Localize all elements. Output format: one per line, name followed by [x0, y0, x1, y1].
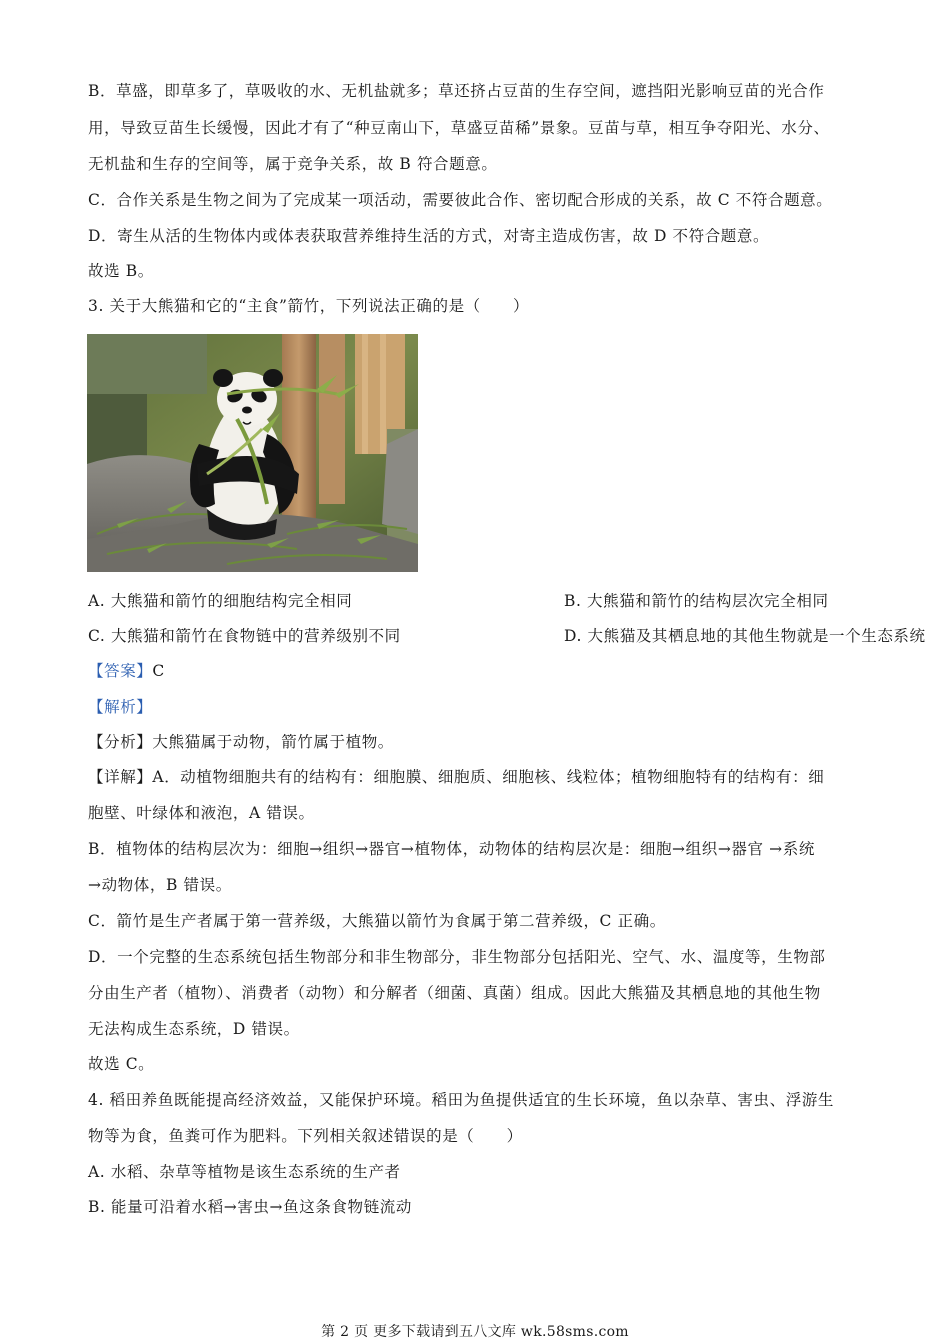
page-footer: 第 2 页 更多下载请到五八文库 wk.58sms.com — [321, 1324, 629, 1340]
q2-option-b-explanation-line1: B．草盛，即草多了，草吸收的水、无机盐就多；草还挤占豆苗的生存空间，遮挡阳光影响豆苗的光合作 — [88, 82, 825, 100]
q3-xiangjie-line2: 胞壁、叶绿体和液泡，A 错误。 — [88, 804, 315, 822]
q4-stem-line1: 4. 稻田养鱼既能提高经济效益，又能保护环境。稻田为鱼提供适宜的生长环境，鱼以杂草、害虫、浮游生 — [88, 1091, 835, 1109]
q3-xiangjie-line1: 【详解】A．动植物细胞共有的结构有：细胞膜、细胞质、细胞核、线粒体；植物细胞特有的结构有：细 — [88, 768, 825, 786]
q3-option-d-explanation-line3: 无法构成生态系统，D 错误。 — [88, 1020, 300, 1038]
q2-option-b-explanation-line2: 用，导致豆苗生长缓慢，因此才有了“种豆南山下，草盛豆苗稀”景象。豆苗与草，相互争夺阳光、水分、 — [88, 119, 830, 137]
q2-choose: 故选 B。 — [88, 262, 154, 280]
q3-options-row2 — [88, 625, 926, 647]
q3-option-b: B. 大熊猫和箭竹的结构层次完全相同 — [564, 592, 829, 610]
q3-option-d-explanation-line2: 分由生产者（植物）、消费者（动物）和分解者（细菌、真菌）组成。因此大熊猫及其栖息地的其他生物 — [88, 984, 821, 1002]
q4-option-a: A. 水稻、杂草等植物是该生态系统的生产者 — [88, 1163, 401, 1181]
q3-option-c: C. 大熊猫和箭竹在食物链中的营养级别不同 — [88, 627, 401, 645]
q3-option-b-explanation-line2: →动物体，B 错误。 — [88, 876, 232, 894]
q3-answer — [88, 660, 880, 682]
q3-choose: 故选 C。 — [88, 1055, 155, 1073]
answer-tag: 【答案】 — [88, 662, 153, 680]
q4-option-b: B. 能量可沿着水稻→害虫→鱼这条食物链流动 — [88, 1198, 412, 1216]
q2-option-c-explanation: C．合作关系是生物之间为了完成某一项活动，需要彼此合作、密切配合形成的关系，故 C 不符合题意。 — [88, 191, 833, 209]
q3-option-c-explanation: C．箭竹是生产者属于第一营养级，大熊猫以箭竹为食属于第二营养级，C 正确。 — [88, 912, 666, 930]
q4-stem-line2: 物等为食，鱼粪可作为肥料。下列相关叙述错误的是（ ） — [88, 1127, 523, 1145]
q2-option-d-explanation: D．寄生从活的生物体内或体表获取营养维持生活的方式，对寄主造成伤害，故 D 不符合题意。 — [88, 227, 770, 245]
q3-option-b-explanation-line1: B．植物体的结构层次为：细胞→组织→器官→植物体，动物体的结构层次是：细胞→组织→器官 →系统 — [88, 840, 815, 858]
q3-option-d-explanation-line1: D．一个完整的生态系统包括生物部分和非生物部分，非生物部分包括阳光、空气、水、温度等，生物部 — [88, 948, 826, 966]
answer-value: C — [152, 662, 165, 680]
q3-stem: 3. 关于大熊猫和它的“主食”箭竹，下列说法正确的是（ ） — [88, 297, 530, 315]
q3-fenxi: 【分析】大熊猫属于动物，箭竹属于植物。 — [88, 733, 394, 751]
analysis-tag: 【解析】 — [88, 698, 153, 716]
panda-photo — [87, 334, 418, 572]
q3-option-d: D. 大熊猫及其栖息地的其他生物就是一个生态系统 — [564, 627, 926, 645]
q2-option-b-explanation-line3: 无机盐和生存的空间等，属于竞争关系，故 B 符合题意。 — [88, 155, 498, 173]
q3-option-a: A. 大熊猫和箭竹的细胞结构完全相同 — [88, 592, 353, 610]
q3-options-row1 — [88, 590, 880, 612]
